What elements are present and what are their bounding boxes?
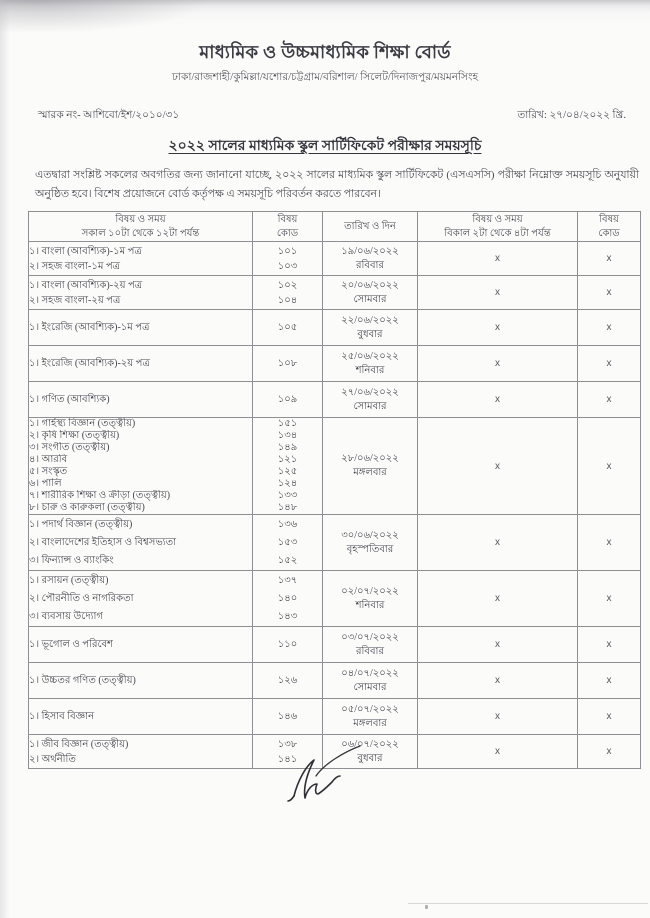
exam-day: রবিবার xyxy=(356,645,384,657)
header-text: বিষয় xyxy=(599,213,619,225)
subject-name: ১। বাংলা (আবশ্যিক)-১ম পত্র xyxy=(29,245,142,257)
afternoon-code-mark-cell: x xyxy=(578,571,641,627)
exam-date: ২৭/০৬/২০২২ xyxy=(341,386,399,398)
header-afternoon-subject xyxy=(418,212,578,242)
afternoon-code-mark-cell: x xyxy=(578,242,641,276)
subject-name: ১। রসায়ন (তত্ত্বীয়) xyxy=(29,574,109,586)
subject-name: ৮। চারু ও কারুকলা (তত্ত্বীয়) xyxy=(29,502,145,513)
schedule-row xyxy=(29,571,641,627)
subject-code: ১৪৩ xyxy=(277,610,298,622)
issue-date: তারিখ: ২৭/০৪/২০২২ খ্রি. xyxy=(517,110,626,121)
subject-name: ৩। সংগীত (তত্ত্বীয়) xyxy=(29,442,110,453)
subject-cell xyxy=(29,735,253,769)
afternoon-mark-cell: x xyxy=(418,346,578,382)
memo-row xyxy=(38,108,626,125)
date-cell xyxy=(323,515,418,571)
exam-date: ০৩/০৭/২০২২ xyxy=(341,631,399,643)
date-cell xyxy=(323,346,418,382)
header-text: বিষয় ও সময় xyxy=(115,213,166,225)
subject-name: ১। ইংরেজি (আবশ্যিক)-১ম পত্র xyxy=(29,321,150,333)
subject-code: ১০৯ xyxy=(277,393,298,405)
subject-code-cell xyxy=(253,382,323,418)
subject-name: ৪। আরবি xyxy=(29,454,68,465)
schedule-row xyxy=(29,699,641,735)
schedule-row xyxy=(29,663,641,699)
scan-speck xyxy=(425,905,428,909)
afternoon-mark-cell: x xyxy=(418,663,578,699)
schedule-row xyxy=(29,310,641,346)
subject-name: ১। হিসাব বিজ্ঞান xyxy=(29,710,95,722)
subject-name: ২। সহজ বাংলা-২য় পত্র xyxy=(29,294,121,306)
subject-name: ১। বাংলা (আবশ্যিক)-২য় পত্র xyxy=(29,279,143,291)
subject-code-cell xyxy=(253,627,323,663)
date-cell xyxy=(323,627,418,663)
subject-name: ১। পদার্থ বিজ্ঞান (তত্ত্বীয়) xyxy=(29,518,133,530)
signature-mark xyxy=(272,738,382,808)
schedule-row xyxy=(29,515,641,571)
subject-name: ১। ইংরেজি (আবশ্যিক)-২য় পত্র xyxy=(29,357,150,369)
subject-name: ২। পৌরনীতি ও নাগরিকতা xyxy=(29,592,134,604)
afternoon-code-mark-cell: x xyxy=(578,627,641,663)
exam-day: শনিবার xyxy=(355,364,385,376)
exam-date: ০২/০৭/২০২২ xyxy=(341,585,399,597)
subject-code-cell xyxy=(253,571,323,627)
subject-code: ১০৮ xyxy=(277,357,298,369)
subject-code: ১৪১ xyxy=(277,753,298,765)
header-text: সকাল ১০টা থেকে ১২টা পর্যন্ত xyxy=(81,227,200,239)
subject-code: ১২৬ xyxy=(277,674,298,686)
subject-name: ১। উচ্চতর গণিত (তত্ত্বীয়) xyxy=(29,674,136,686)
schedule-row xyxy=(29,276,641,310)
exam-day: মঙ্গলবার xyxy=(353,467,387,478)
subject-code: ১৩৪ xyxy=(277,430,298,441)
subject-cell xyxy=(29,382,253,418)
exam-date: ৩০/০৬/২০২২ xyxy=(341,529,399,541)
afternoon-code-mark-cell: x xyxy=(578,310,641,346)
subject-code-cell xyxy=(253,276,323,310)
subject-code: ১৪০ xyxy=(277,592,298,604)
afternoon-code-mark-cell: x xyxy=(578,663,641,699)
exam-day: বৃহস্পতিবার xyxy=(346,543,394,555)
afternoon-mark-cell: x xyxy=(418,699,578,735)
exam-date: ০৬/০৭/২০২২ xyxy=(341,738,399,750)
scan-corner-shadow xyxy=(0,0,210,34)
subject-code: ১৩৭ xyxy=(277,574,298,586)
schedule-row xyxy=(29,242,641,276)
afternoon-mark-cell: x xyxy=(418,242,578,276)
subject-code: ১০১ xyxy=(277,245,298,257)
afternoon-code-mark-cell: x xyxy=(578,276,641,310)
date-cell xyxy=(323,663,418,699)
header-text: বিষয় ও সময় xyxy=(472,213,523,225)
date-cell xyxy=(323,571,418,627)
afternoon-code-mark-cell: x xyxy=(578,418,641,515)
exam-date: ২৫/০৬/২০২২ xyxy=(341,350,399,362)
header-text: কোড xyxy=(598,227,620,239)
subject-name: ৫। সংস্কৃত xyxy=(29,466,68,477)
header-text: তারিখ ও দিন xyxy=(344,220,396,232)
header-afternoon-code xyxy=(578,212,641,242)
subject-code: ১৪৮ xyxy=(277,502,298,513)
subject-name: ২। সহজ বাংলা-১ম পত্র xyxy=(29,260,121,272)
subject-name: ৩। ফিন্যান্স ও ব্যাংকিং xyxy=(29,554,114,566)
scan-top-shadow xyxy=(0,0,650,26)
subject-code: ১৫২ xyxy=(277,554,298,566)
subject-name: ২। কৃষি শিক্ষা (তত্ত্বীয়) xyxy=(29,430,120,441)
subject-code: ১২১ xyxy=(277,454,298,465)
schedule-row xyxy=(29,418,641,515)
subject-code-cell xyxy=(253,242,323,276)
exam-day: সোমবার xyxy=(353,293,387,305)
date-cell xyxy=(323,699,418,735)
subject-cell xyxy=(29,571,253,627)
subject-cell xyxy=(29,418,253,515)
subject-cell xyxy=(29,627,253,663)
header-text: কোড xyxy=(276,227,299,239)
exam-day: বুধবার xyxy=(357,752,383,764)
scan-bottom-line xyxy=(408,903,648,904)
subject-code-cell xyxy=(253,346,323,382)
date-cell xyxy=(323,310,418,346)
afternoon-mark-cell: x xyxy=(418,735,578,769)
schedule-row xyxy=(29,346,641,382)
subject-code: ১৩৩ xyxy=(277,490,298,501)
subject-code: ১৪৬ xyxy=(277,710,298,722)
subject-name: ৩। ব্যবসায় উদ্যোগ xyxy=(29,610,103,622)
afternoon-code-mark-cell: x xyxy=(578,735,641,769)
subject-code: ১৫১ xyxy=(277,418,298,429)
schedule-row xyxy=(29,382,641,418)
exam-day: রবিবার xyxy=(356,259,384,271)
subject-cell xyxy=(29,663,253,699)
subject-cell xyxy=(29,515,253,571)
exam-date: ১৯/০৬/২০২২ xyxy=(341,245,399,257)
page-title: ২০২২ সালের মাধ্যমিক স্কুল সার্টিফিকেট পরীক্ষার সময়সূচি xyxy=(168,139,482,154)
subject-cell xyxy=(29,242,253,276)
board-list: ঢাকা/রাজশাহী/কুমিল্লা/যশোর/চট্টগ্রাম/বরিশাল/ সিলেট/দিনাজপুর/ময়মনসিংহ xyxy=(172,72,478,83)
subject-cell xyxy=(29,346,253,382)
subject-cell xyxy=(29,310,253,346)
date-cell xyxy=(323,418,418,515)
subject-code: ১০২ xyxy=(277,279,298,291)
subject-name: ১। গণিত (আবশ্যিক) xyxy=(29,393,110,405)
subject-name: ১। জীব বিজ্ঞান (তত্ত্বীয়) xyxy=(29,738,129,750)
subject-code-cell xyxy=(253,663,323,699)
afternoon-mark-cell: x xyxy=(418,627,578,663)
date-cell xyxy=(323,276,418,310)
exam-schedule-table xyxy=(28,211,641,769)
afternoon-code-mark-cell: x xyxy=(578,346,641,382)
subject-code: ১০৩ xyxy=(277,260,298,272)
board-name: মাধ্যমিক ও উচ্চমাধ্যমিক শিক্ষা বোর্ড xyxy=(199,42,451,62)
afternoon-mark-cell: x xyxy=(418,310,578,346)
table-header-row xyxy=(29,212,641,242)
subject-code: ১৪৯ xyxy=(277,442,298,453)
subject-code-cell xyxy=(253,418,323,515)
date-cell xyxy=(323,242,418,276)
exam-date: ০৪/০৭/২০২২ xyxy=(341,667,399,679)
exam-date: ২৮/০৬/২০২২ xyxy=(341,453,399,464)
header-text: বিকাল ২টা থেকে ৪টা পর্যন্ত xyxy=(444,227,551,239)
date-cell xyxy=(323,382,418,418)
subject-code: ১২৫ xyxy=(277,466,298,477)
subject-name: ২। বাংলাদেশের ইতিহাস ও বিশ্বসভ্যতা xyxy=(29,536,177,548)
afternoon-code-mark-cell: x xyxy=(578,515,641,571)
exam-day: সোমবার xyxy=(353,681,387,693)
memo-number: স্মারক নং- আশিবো/ইশ/২০১০/৩১ xyxy=(38,110,180,121)
afternoon-mark-cell: x xyxy=(418,276,578,310)
subject-name: ৬। পালি xyxy=(29,478,62,489)
subject-name: ১। গার্হস্থ্য বিজ্ঞান (তত্ত্বীয়) xyxy=(29,418,136,429)
subject-code: ১০৫ xyxy=(277,321,298,333)
afternoon-mark-cell: x xyxy=(418,571,578,627)
subject-name: ১। ভূগোল ও পরিবেশ xyxy=(29,638,113,650)
subject-code-cell xyxy=(253,515,323,571)
subject-code-cell xyxy=(253,699,323,735)
subject-code: ১৩৬ xyxy=(277,518,298,530)
afternoon-mark-cell: x xyxy=(418,418,578,515)
subject-cell xyxy=(29,699,253,735)
subject-code: ১১০ xyxy=(277,638,298,650)
schedule-row xyxy=(29,627,641,663)
header-subject-code xyxy=(253,212,323,242)
exam-date: ০৫/০৭/২০২২ xyxy=(341,703,399,715)
afternoon-mark-cell: x xyxy=(418,382,578,418)
subject-cell xyxy=(29,276,253,310)
afternoon-code-mark-cell: x xyxy=(578,699,641,735)
header-morning-subject xyxy=(29,212,253,242)
subject-code: ১৫৩ xyxy=(277,536,298,548)
exam-date: ২২/০৬/২০২২ xyxy=(341,314,399,326)
intro-paragraph: এতদ্বারা সংশ্লিষ্ট সকলের অবগতির জন্য জানানো যাচ্ছে, ২০২২ সালের মাধ্যমিক স্কুল সার্টিফিকেট (এসএসসি) পরীক্ষা নিম্নোক্ত সময়সূচি অনুযায়ী অনুষ্ঠিত হবে। বিশেষ প্রয়োজনে বোর্ড কর্তৃপক্ষ এ সময়সূচি পরিবর্তন করতে পারবেন। xyxy=(35,169,639,200)
afternoon-code-mark-cell: x xyxy=(578,382,641,418)
subject-code-cell xyxy=(253,310,323,346)
afternoon-mark-cell: x xyxy=(418,515,578,571)
header-text: বিষয় xyxy=(277,213,298,225)
subject-name: ২। অর্থনীতি xyxy=(29,753,76,765)
header-date-day xyxy=(323,212,418,242)
exam-day: শনিবার xyxy=(355,599,385,611)
subject-code: ১০৪ xyxy=(277,294,298,306)
exam-day: সোমবার xyxy=(353,400,387,412)
subject-name: ৭। শারীরিক শিক্ষা ও ক্রীড়া (তত্ত্বীয়) xyxy=(29,490,171,501)
subject-code: ১২৪ xyxy=(277,478,298,489)
subject-code: ১৩৮ xyxy=(277,738,298,750)
exam-date: ২০/০৬/২০২২ xyxy=(341,279,399,291)
exam-day: মঙ্গলবার xyxy=(353,717,387,729)
exam-day: বুধবার xyxy=(357,328,383,340)
